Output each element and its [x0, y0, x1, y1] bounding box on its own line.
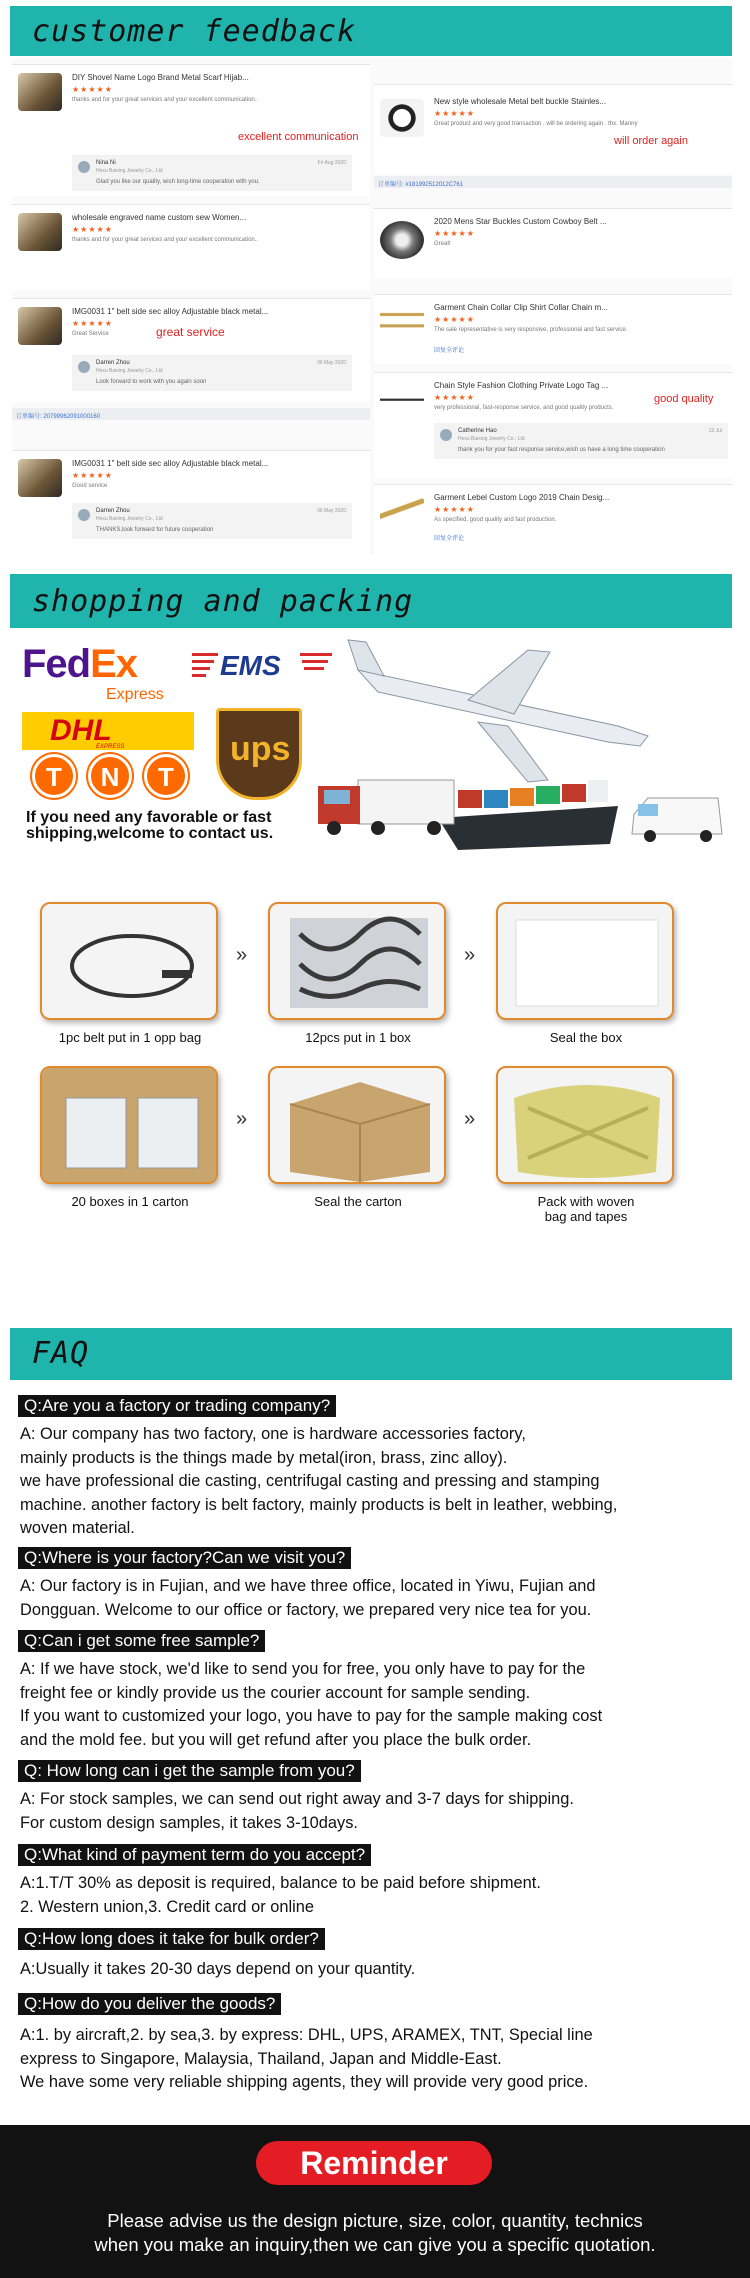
packing-step-label: Seal the box	[549, 1030, 623, 1045]
rating-stars: ★★★★★	[434, 315, 475, 324]
faq-answer: A: For stock samples, we can send out right away and 3-7 days for shipping. For custom design samples, it takes 3-10days.	[20, 1790, 574, 1832]
fedex-logo: FedEx	[22, 642, 138, 686]
reminder-panel	[0, 2125, 750, 2278]
product-title: DIY Shovel Name Logo Brand Metal Scarf Hijab...	[72, 73, 249, 82]
replier-name: Darren Zhou	[96, 360, 130, 366]
dhl-logo-text: DHL	[50, 714, 112, 747]
reply-date: 06 May 2020	[317, 508, 346, 514]
rating-stars: ★★★★★	[434, 393, 475, 402]
product-title: 2020 Mens Star Buckles Custom Cowboy Belt ...	[434, 217, 607, 226]
shipping-carriers	[10, 630, 732, 860]
rating-stars: ★★★★★	[72, 225, 113, 234]
annotation-great-service: great service	[156, 325, 225, 339]
rating-stars: ★★★★★	[434, 109, 475, 118]
annotation-good-quality: good quality	[654, 393, 714, 405]
rating-stars: ★★★★★	[72, 471, 113, 480]
reply-text: Look forward to work with you again soon	[96, 379, 207, 385]
tnt-logo-circle: T	[32, 754, 76, 798]
avatar	[78, 361, 90, 373]
faq-answer: A: Our factory is in Fujian, and we have three office, located in Yiwu, Fujian and Dongguan. Welcome to our office or factory, we prepared very nice tea for you.	[20, 1577, 596, 1619]
cargo-ship-icon	[438, 780, 618, 850]
rating-stars: ★★★★★	[434, 229, 475, 238]
avatar	[78, 161, 90, 173]
buyer-comment: thanks and for your great services and your excellent communication..	[72, 237, 259, 243]
arrow-icon: »	[464, 944, 476, 966]
feedback-card	[12, 204, 370, 290]
feedback-card	[374, 372, 732, 478]
van-icon	[632, 798, 722, 842]
faq-section-title: FAQ	[32, 1336, 90, 1371]
replier-company: Hexu Baixing Jewelry Co., Ltd	[96, 516, 163, 522]
buyer-comment: Good service	[72, 483, 108, 489]
annotation-will-order-again: will order again	[614, 135, 688, 147]
packing-photo-carton-open	[40, 1066, 218, 1184]
faq-question: Q:What kind of payment term do you accept?	[18, 1844, 371, 1866]
faq-answer: A: If we have stock, we'd like to send you for free, you only have to pay for the freight fee or kindly provide us the courier account for sample sending. If you want to customized your logo, you have to pay for the sample making cost and the mold fee. but you will get refund after you place the bulk order.	[20, 1660, 603, 1749]
product-title: wholesale engraved name custom sew Women...	[72, 213, 247, 222]
product-thumbnail	[18, 73, 62, 111]
reminder-badge: Reminder	[256, 2141, 492, 2185]
packing-photo-woven-bag	[496, 1066, 674, 1184]
packing-photo-opp-bag	[40, 902, 218, 1020]
replier-company: Hexu Baixing Jewelry Co., Ltd	[96, 168, 163, 174]
avatar	[440, 429, 452, 441]
tnt-logo-circle: T	[144, 754, 188, 798]
feedback-card	[12, 450, 370, 554]
packing-step-label: Pack with woven bag and tapes	[537, 1194, 635, 1224]
faq-question: Q:How do you deliver the goods?	[18, 1993, 281, 2015]
replier-name: Nina Ni	[96, 160, 116, 166]
product-thumbnail	[380, 383, 424, 421]
product-thumbnail	[380, 497, 424, 535]
buyer-comment: As specified, good quality and fast production.	[434, 517, 557, 523]
product-title: IMG0031 1" belt side sec alloy Adjustable black metal...	[72, 307, 269, 316]
ems-logo-text: EMS	[220, 650, 281, 681]
product-thumbnail	[380, 305, 424, 343]
faq-question: Q:How long does it take for bulk order?	[18, 1928, 325, 1950]
annotation-excellent-communication: excellent communication	[238, 131, 359, 143]
airplane-icon	[348, 640, 648, 782]
feedback-card	[374, 294, 732, 364]
ups-logo-text: ups	[230, 730, 291, 768]
seller-reply	[434, 423, 728, 459]
reply-date: Fri Aug 2020	[317, 160, 346, 166]
reminder-text-line: when you make an inquiry,then we can give you a specific quotation.	[94, 2234, 656, 2255]
product-title: IMG0031 1" belt side sec alloy Adjustable black metal...	[72, 459, 269, 468]
feedback-section-title: customer feedback	[32, 14, 357, 49]
feedback-column-right	[374, 58, 732, 554]
arrow-icon: »	[236, 1108, 248, 1130]
product-title: Chain Style Fashion Clothing Private Logo Tag ...	[434, 381, 609, 390]
faq-answer: A:Usually it takes 20-30 days depend on your quantity.	[20, 1960, 416, 1978]
order-number-strip: 订单编号: 20799962091000160	[12, 408, 370, 420]
product-thumbnail	[18, 213, 62, 251]
product-thumbnail	[18, 459, 62, 497]
reply-link[interactable]: 回复全评论	[434, 348, 465, 354]
buyer-comment: The sale representative is very responsive, professional and fast service.	[434, 327, 628, 333]
replier-company: Hexu Baixing Jewelry Co., Ltd	[96, 368, 163, 374]
rating-stars: ★★★★★	[72, 85, 113, 94]
feedback-card	[12, 64, 370, 196]
packing-photo-sealed-box	[496, 902, 674, 1020]
faq-answer: A:1. by aircraft,2. by sea,3. by express: DHL, UPS, ARAMEX, TNT, Special line express to Singapore, Malaysia, Thailand, Japan and Middle-East. We have some very reliable shipping agents, they will provide very good price.	[20, 2026, 593, 2091]
shipping-contact-note: If you need any favorable or fast shipping,welcome to contact us.	[26, 809, 274, 842]
reply-date: 13 Jul	[708, 428, 722, 434]
shipping-section-banner	[10, 574, 732, 628]
packing-step-label: 12pcs put in 1 box	[305, 1030, 411, 1045]
reply-text: thank you for your fast response service,wish us have a long time cooperation	[458, 447, 665, 453]
packing-step-label: 1pc belt put in 1 opp bag	[58, 1030, 202, 1045]
seller-reply	[72, 155, 352, 191]
transport-illustration	[318, 630, 728, 862]
arrow-icon: »	[236, 944, 248, 966]
buyer-comment: Great!	[434, 241, 451, 247]
faq-question: Q:Are you a factory or trading company?	[18, 1395, 336, 1417]
rating-stars: ★★★★★	[434, 505, 475, 514]
feedback-card	[374, 208, 732, 278]
truck-icon	[318, 780, 454, 835]
avatar	[78, 509, 90, 521]
faq-question: Q:Where is your factory?Can we visit you?	[18, 1547, 351, 1569]
product-title: New style wholesale Metal belt buckle Stainles...	[434, 97, 607, 106]
packing-step-label: Seal the carton	[314, 1194, 402, 1209]
buyer-comment: Great Service	[72, 331, 109, 337]
feedback-card	[374, 84, 732, 174]
dhl-express-text: EXPRESS	[96, 744, 125, 750]
reminder-text-line: Please advise us the design picture, size, color, quantity, technics	[107, 2210, 643, 2231]
product-title: Garment Chain Collar Clip Shirt Collar Chain m...	[434, 303, 608, 312]
product-thumbnail	[380, 221, 424, 259]
faq-answer: A:1.T/T 30% as deposit is required, balance to be paid before shipment. 2. Western union,3. Credit card or online	[20, 1874, 541, 1916]
rating-stars: ★★★★★	[72, 319, 113, 328]
feedback-column-left	[12, 58, 370, 554]
packing-photo-box	[268, 902, 446, 1020]
product-title: Garment Lebel Custom Logo 2019 Chain Desig...	[434, 493, 610, 502]
faq-question: Q: How long can i get the sample from you?	[18, 1760, 361, 1782]
feedback-card	[374, 484, 732, 554]
reply-link[interactable]: 回复全评论	[434, 536, 465, 542]
feedback-section-banner	[10, 6, 732, 56]
seller-reply	[72, 503, 352, 539]
reply-text: Glad you like our quality, wish long-time cooperation with you.	[96, 179, 260, 185]
buyer-comment: Great product and very good transaction . will be ordering again . thx. Manny	[434, 121, 638, 127]
reply-text: THANKS,look forward for future cooperation	[96, 527, 214, 533]
arrow-icon: »	[464, 1108, 476, 1130]
buyer-comment: very professional, fast-response service, and good quality products.	[434, 405, 614, 411]
feedback-card	[12, 298, 370, 402]
order-number-strip: 订单编号: #181992512012C761	[374, 176, 732, 188]
shipping-section-title: shopping and packing	[32, 584, 414, 619]
tnt-logo-circle: N	[88, 754, 132, 798]
replier-name: Darren Zhou	[96, 508, 130, 514]
faq-answer: A: Our company has two factory, one is hardware accessories factory, mainly products is the things made by metal(iron, brass, zinc alloy). we have professional die casting, centrifugal casting and pressing and stamping machine. another factory is belt factory, mainly products is belt in leather, webbing, woven material.	[20, 1425, 618, 1537]
feedback-screenshot	[12, 58, 732, 554]
buyer-comment: thanks and for your great services and your excellent communication..	[72, 97, 259, 103]
reply-date: 06 May 2020	[317, 360, 346, 366]
replier-company: Hexu Baixing Jewelry Co., Ltd	[458, 436, 525, 442]
fedex-express-text: Express	[106, 686, 164, 703]
seller-reply	[72, 355, 352, 391]
faq-section-banner	[10, 1328, 732, 1380]
packing-photo-carton-sealed	[268, 1066, 446, 1184]
product-thumbnail	[380, 99, 424, 137]
replier-name: Catherine Hao	[458, 428, 497, 434]
packing-step-label: 20 boxes in 1 carton	[71, 1194, 189, 1209]
faq-question: Q:Can i get some free sample?	[18, 1630, 265, 1652]
product-thumbnail	[18, 307, 62, 345]
